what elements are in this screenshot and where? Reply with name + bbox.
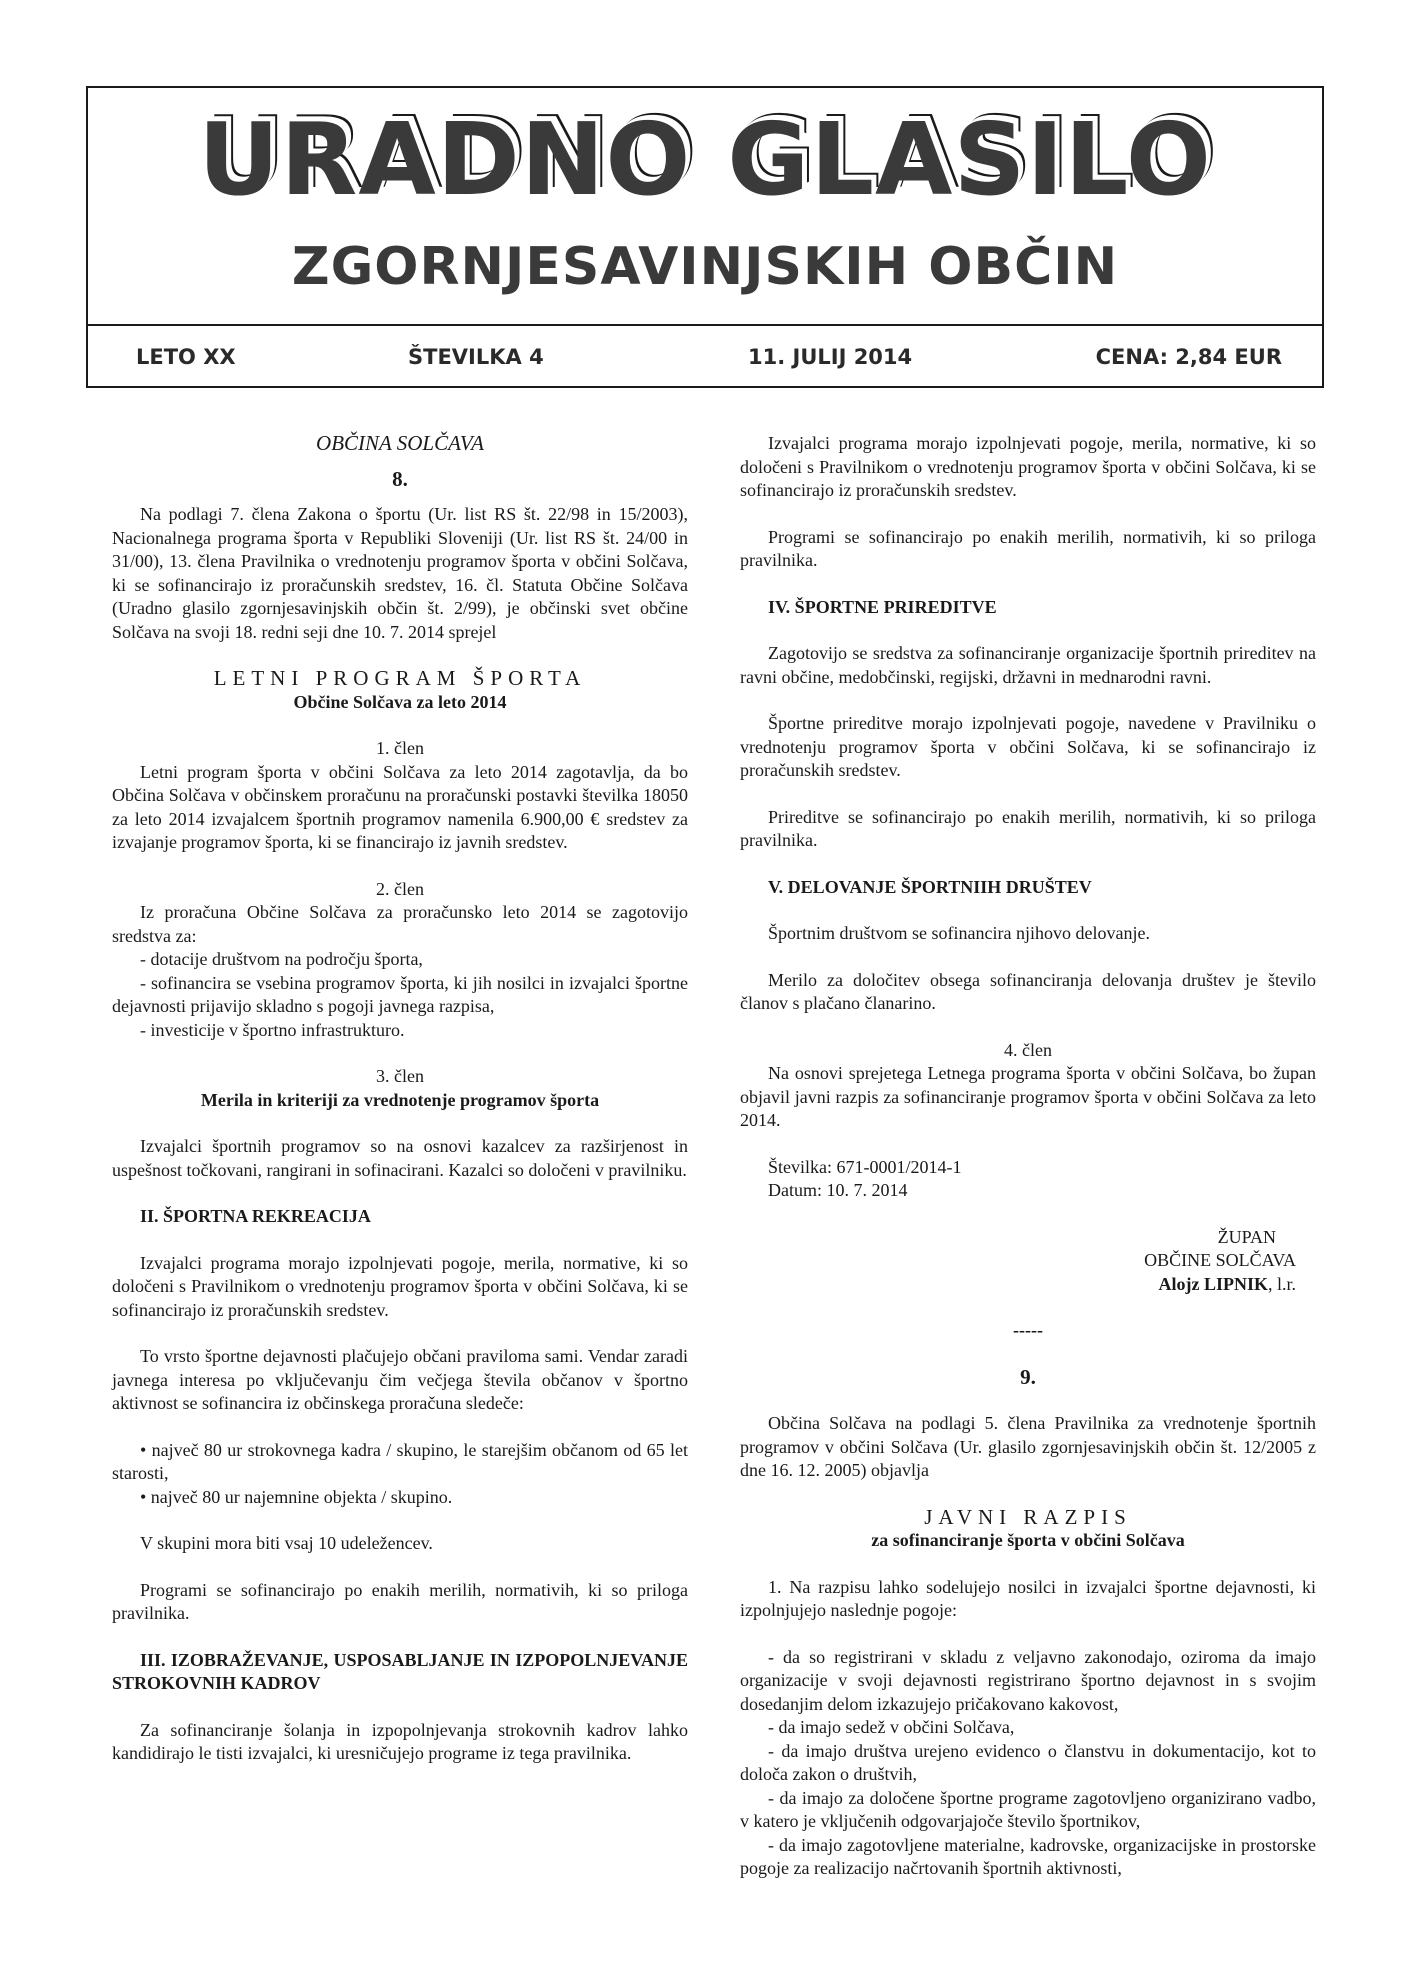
list-item: - investicije v športno infrastrukturo. [140,1019,405,1040]
item-number-8: 8. [392,466,408,491]
article-3-heading: 3. člen [376,1066,424,1086]
section-2-paragraph: To vrsto športne dejavnosti plačujejo občani praviloma sami. Vendar zaradi javnega interesa po vključevanju čim večjega števila občanov v športno aktivnost se sofinancira iz občinskega proračuna sledeče: [112,1346,688,1413]
article-1-text: Letni program športa v občini Solčava za leto 2014 zagotavlja, da bo Občina Solčava v občinskem proračunu na proračunski postavki številka 18050 za leto 2014 izvajalcem športnih programov namenila 6.900,00 € sredstev za izvajanje programov športa, ki se financirajo iz javnih sredstev. [112,761,688,852]
section-2-paragraph: Izvajalci programa morajo izpolnjevati pogoje, merila, normative, ki so določeni s Pravilnikom o vrednotenju programov športa v občini Solčava, ki se sofinancirajo iz proračunskih sredstev. [112,1252,688,1320]
list-item: - da imajo zagotovljene materialne, kadrovske, organizacijske in prostorske pogoje za realizacijo načrtovanih športnih aktivnosti, [740,1834,1316,1878]
section-4-heading: IV. ŠPORTNE PRIREDITVE [768,596,997,617]
list-item: - da imajo sedež v občini Solčava, [768,1717,1015,1737]
article-4-text: Na osnovi sprejetega Letnega programa športa v občini Solčava, bo župan objavil javni razpis za sofinanciranje programov športa v občini Solčava za leto 2014. [740,1063,1316,1130]
right-column [740,432,1316,1881]
signature-line [740,1273,1296,1297]
article-2-heading: 2. člen [376,878,424,899]
right-paragraph: Izvajalci programa morajo izpolnjevati pogoje, merila, normative, ki so določeni s Pravilnikom o vrednotenju programov športa v občini Solčava, ki se sofinancirajo iz proračunskih sredstev. [740,433,1316,500]
section-4-paragraph: Športne prireditve morajo izpolnjevati pogoje, navedene v Pravilniku o vrednotenju programov športa v občini Solčava, ki se sofinancirajo iz proračunskih sredstev. [740,713,1316,780]
section-4-paragraph: Prireditve se sofinancirajo po enakih merilih, normativih, ki so priloga pravilnika. [740,806,1316,850]
section-5-heading: V. DELOVANJE ŠPORTNIIH DRUŠTEV [768,876,1092,897]
section-2-paragraph: V skupini mora biti vsaj 10 udeležencev. [140,1533,433,1553]
list-item: - dotacije društvom na področju športa, [140,949,423,969]
signature-suffix: , l.r. [1267,1273,1296,1294]
section-2-heading: II. ŠPORTNA REKREACIJA [140,1206,371,1226]
article-4-heading: 4. člen [1004,1039,1052,1060]
section-3-heading: III. IZOBRAŽEVANJE, USPOSABLJANJE IN IZPOPOLNJEVANJE STROKOVNIH KADROV [112,1649,688,1693]
bullet-item: • največ 80 ur strokovnega kadra / skupino, le starejšim občanom od 65 let starosti, [112,1439,688,1483]
doc-subtitle: Občine Solčava za leto 2014 [293,691,507,712]
masthead-date: 11. JULIJ 2014 [748,345,913,369]
doc-title: LETNI PROGRAM ŠPORTA [213,666,587,690]
article-1-heading: 1. člen [376,738,424,758]
masthead-subtitle: ZGORNJESAVINJSKIH OBČIN [291,237,1119,297]
signature-block [740,1226,1316,1297]
signature-role: ŽUPAN [1217,1226,1276,1247]
razpis-subtitle: za sofinanciranje športa v občini Solčava [871,1530,1185,1550]
article-3-text: Izvajalci športnih programov so na osnovi kazalcev za razširjenost in uspešnost točkovani, rangirani in sofinacirani. Kazalci so določeni v pravilniku. [112,1136,688,1180]
list-item: - da imajo za določene športne programe zagotovljeno organizirano vadbo, v katero je vključenih odgovarjajoče število športnikov, [740,1787,1316,1831]
article-3-title: Merila in kriteriji za vrednotenje programov športa [200,1089,600,1110]
document-number: Številka: 671-0001/2014-1 [768,1156,962,1177]
article-2-text: Iz proračuna Občine Solčava za proračunsko leto 2014 se zagotovijo sredstva za: [112,902,688,946]
list-item: - da so registrirani v skladu z veljavno zakonodajo, oziroma da imajo organizacije v svoji dejavnosti registrirano športno dejavnost in s svojim dosedanjim delom izkazujejo pričakovano kakovost, [740,1646,1316,1714]
masthead-meta [88,326,1322,388]
section-5-paragraph: Merilo za določitev obsega sofinanciranja delovanja društev je število članov s plačano članarino. [740,969,1316,1013]
masthead-title: URADNO GLASILO [198,101,1212,218]
document-date: Datum: 10. 7. 2014 [768,1180,908,1200]
right-paragraph: Programi se sofinancirajo po enakih merilih, normativih, ki so priloga pravilnika. [740,526,1316,570]
section-2-paragraph: Programi se sofinancirajo po enakih merilih, normativih, ki so priloga pravilnika. [112,1579,688,1623]
section-5-paragraph: Športnim društvom se sofinancira njihovo delovanje. [768,923,1150,943]
list-item: - da imajo društva urejeno evidenco o članstvu in dokumentacijo, kot to določa zakon o društvih, [740,1740,1316,1784]
section-4-paragraph: Zagotovijo se sredstva za sofinanciranje organizacije športnih prireditev na ravni občine, medobčinski, regijski, državni in mednarodni ravni. [740,643,1316,687]
item-9-intro: Občina Solčava na podlagi 5. člena Pravilnika za vrednotenje športnih programov v občini Solčava (Ur. glasilo zgornjesavinjskih občin št. 12/2005 z dne 16. 12. 2005) objavlja [740,1413,1316,1480]
razpis-paragraph: 1. Na razpisu lahko sodelujejo nosilci in izvajalci športne dejavnosti, ki izpolnjujejo naslednje pogoje: [740,1576,1316,1620]
intro-paragraph: Na podlagi 7. člena Zakona o športu (Ur. list RS št. 22/98 in 15/2003), Nacionalnega programa športa v Republiki Sloveniji (Ur. list RS št. 24/00 in 31/00), 13. člena Pravilnika o vrednotenju programov športa v občini Solčava, ki se sofinancirajo iz proračunskih sredstev, 16. čl. Statuta Občine Solčava (Uradno glasilo zgornjesavinjskih občin št. 2/99), je občinski svet občine Solčava na svoji 18. redni seji dne 10. 7. 2014 sprejel [112,504,688,642]
section-3-paragraph: Za sofinanciranje šolanja in izpopolnjevanja strokovnih kadrov lahko kandidirajo le tisti izvajalci, ki uresničujejo programe iz tega pravilnika. [112,1719,688,1763]
masthead [86,86,1324,388]
bullet-item: • največ 80 ur najemnine objekta / skupino. [140,1486,453,1507]
masthead-issue: ŠTEVILKA 4 [408,345,544,369]
municipality-heading: OBČINA SOLČAVA [316,431,484,455]
separator: ----- [1013,1320,1043,1340]
masthead-price: CENA: 2,84 EUR [1095,345,1282,369]
signature-org: OBČINE SOLČAVA [1144,1250,1296,1270]
left-column [112,432,688,1766]
item-number-9: 9. [1020,1364,1036,1389]
masthead-year: LETO XX [136,345,236,369]
razpis-title: JAVNI RAZPIS [924,1504,1132,1529]
list-item: - sofinancira se vsebina programov športa, ki jih nosilci in izvajalci športne dejavnosti prijavijo skladno s pogoji javnega razpisa, [112,972,688,1016]
signature-name: Alojz LIPNIK [1158,1273,1268,1294]
